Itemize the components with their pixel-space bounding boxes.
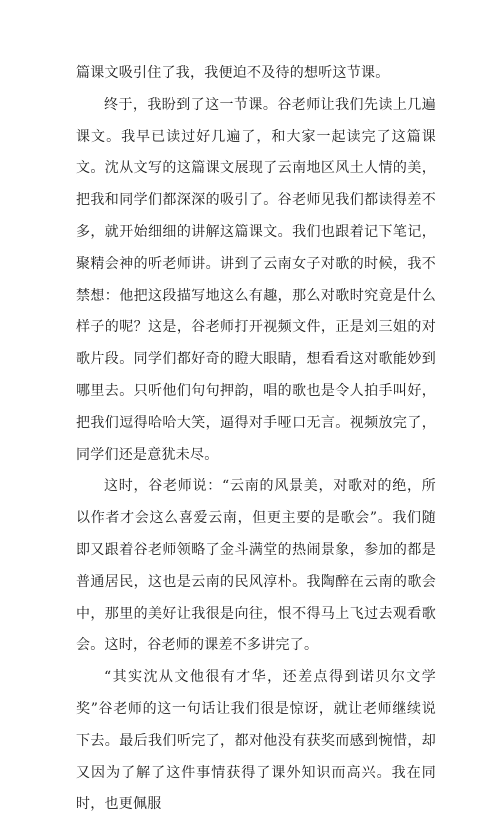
paragraph-shen-congwen: “其实沈从文他很有才华，还差点得到诺贝尔文学奖”谷老师的这一句话让我们很是惊讶，就让老师继续说下去。最后我们听完了，都对他没有获奖而感到惋惜，却又因为了解了这件事情获得了课外知识而高兴。我在同时，也更佩服 xyxy=(76,669,436,813)
paragraph-teacher-remark: 这时，谷老师说：“云南的风景美，对歌对的绝，所以作者才会这么喜爱云南，但更主要的是歌会”。我们随即又跟着谷老师领略了金斗满堂的热闹景象，参加的都是普通居民，这也是云南的民风淳朴。我陶醉在云南的歌会中，那里的美好让我很是向往，恨不得马上飞过去观看歌会。这时，谷老师的课差不多讲完了。 xyxy=(76,478,436,654)
paragraph-continuation: 篇课文吸引住了我，我便迫不及待的想听这节课。 xyxy=(76,65,390,81)
paragraph-lesson-begins: 终于，我盼到了这一节课。谷老师让我们先读上几遍课文。我早已读过好几遍了，和大家一起读完了这篇课文。沈从文写的这篇课文展现了云南地区风土人情的美，把我和同学们都深深的吸引了。谷老师见我们都读得差不多，就开始细细的讲解这篇课文。我们也跟着记下笔记，聚精会神的听老师讲。讲到了云南女子对歌的时候，我不禁想：他把这段描写地这么有趣，那么对歌时究竟是什么样子的呢？这是，谷老师打开视频文件，正是刘三姐的对歌片段。同学们都好奇的瞪大眼睛，想看看这对歌能妙到哪里去。只听他们句句押韵，唱的歌也是令人拍手叫好，把我们逗得哈哈大笑，逼得对手哑口无言。视频放完了，同学们还是意犹未尽。 xyxy=(76,96,436,463)
